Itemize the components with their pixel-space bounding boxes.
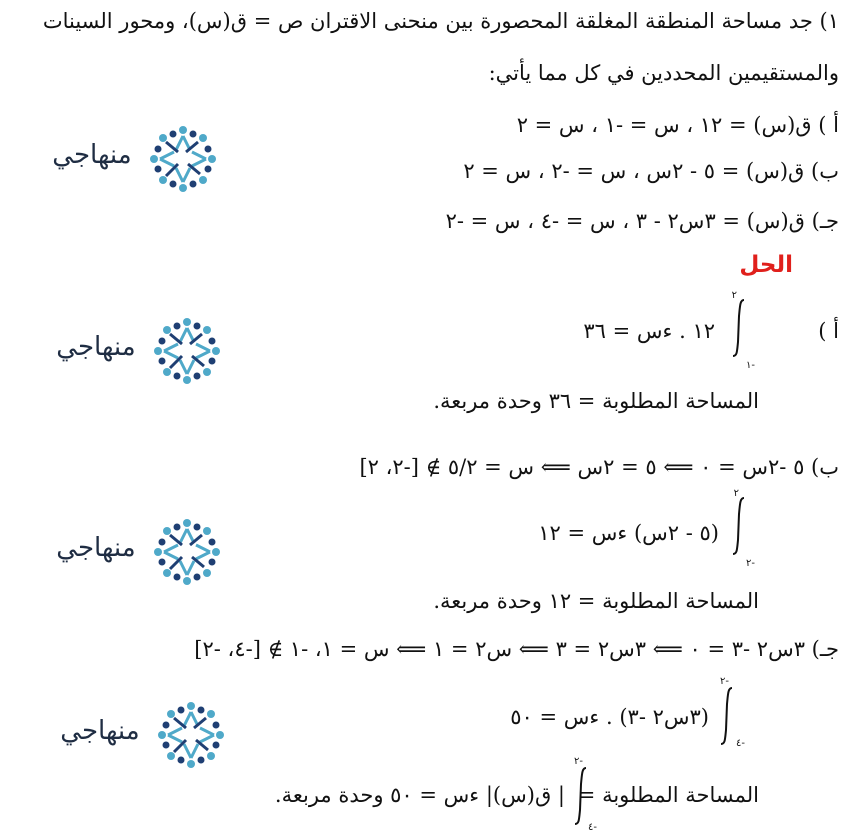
part-label: أ ) xyxy=(818,113,839,137)
solution-b-result: المساحة المطلوبة = ١٢ وحدة مربعة. xyxy=(433,589,759,613)
manhaji-logo-text: منهاجي xyxy=(60,716,140,746)
question-part-c xyxy=(446,206,839,236)
manhaji-logo xyxy=(36,122,226,196)
question-part-b xyxy=(463,156,839,186)
solution-c-result-suffix: | ق(س)| ءس = ٥٠ وحدة مربعة. xyxy=(274,783,565,807)
part-text: ق(س) = ١٢ ، س = -١ ، س = ٢ xyxy=(516,113,812,137)
part-text: ق(س) = ٥ - ٢س ، س = -٢ ، س = ٢ xyxy=(463,159,805,183)
solution-a-label: أ ) xyxy=(818,319,839,343)
solution-c-result xyxy=(578,780,759,810)
manhaji-logo xyxy=(40,314,230,388)
solution-a-result: المساحة المطلوبة = ٣٦ وحدة مربعة. xyxy=(433,389,759,413)
manhaji-logo-text: منهاجي xyxy=(56,533,136,563)
question-line-1: ١) جد مساحة المنطقة المغلقة المحصورة بين منحنى الاقتران ص = ق(س)، ومحور السينات xyxy=(42,9,839,33)
manhaji-logo-icon xyxy=(146,122,220,196)
integral-lower-limit: -٢ xyxy=(746,558,755,569)
manhaji-logo-icon xyxy=(150,314,224,388)
manhaji-logo-text: منهاجي xyxy=(56,332,136,362)
solution-b-integrand: (٥ - ٢س) ءس = ١٢ xyxy=(538,521,719,545)
integral-upper-limit: -٢ xyxy=(574,756,583,767)
integral-lower-limit: -٤ xyxy=(588,822,597,833)
result-prefix: المساحة المطلوبة = xyxy=(577,783,759,807)
solution-a-integrand: ١٢ . ءس = ٣٦ xyxy=(583,319,715,343)
solution-b-step: ب) ٥ -٢س = ٠ ⟸ ٥ = ٢س ⟸ س = ٥/٢ ∌ [-٢، ٢] xyxy=(359,455,839,479)
question-line-2: والمستقيمين المحددين في كل مما يأتي: xyxy=(488,61,839,85)
manhaji-logo-icon xyxy=(150,515,224,589)
manhaji-logo-text: منهاجي xyxy=(52,140,132,170)
integral-upper-limit: ٢ xyxy=(733,488,739,499)
question-part-a xyxy=(517,110,839,140)
part-label: جـ) xyxy=(811,209,839,233)
integral-upper-limit: ٢ xyxy=(731,290,737,301)
solution-c-step: جـ) ٣س٢ -٣ = ٠ ⟸ ٣س٢ = ٣ ⟸ س٢ = ١ ⟸ س = ١، -١ ∌ [-٤، -٢] xyxy=(194,637,839,661)
manhaji-logo xyxy=(44,698,234,772)
integral-lower-limit: -٤ xyxy=(736,738,745,749)
manhaji-logo xyxy=(40,515,230,589)
manhaji-logo-icon xyxy=(154,698,228,772)
part-text: ق(س) = ٣س٢ - ٣ ، س = -٤ ، س = -٢ xyxy=(445,209,805,233)
solution-c-integrand: (٣س٢ -٣) . ءس = ٥٠ xyxy=(510,705,709,729)
solution-heading: الحل xyxy=(739,252,793,278)
part-label: ب) xyxy=(811,159,839,183)
integral-sign-icon xyxy=(727,296,751,360)
integral-lower-limit: -١ xyxy=(746,360,755,371)
integral-upper-limit: -٢ xyxy=(720,676,729,687)
integral-sign-icon xyxy=(569,764,593,828)
integral-sign-icon xyxy=(727,494,751,558)
